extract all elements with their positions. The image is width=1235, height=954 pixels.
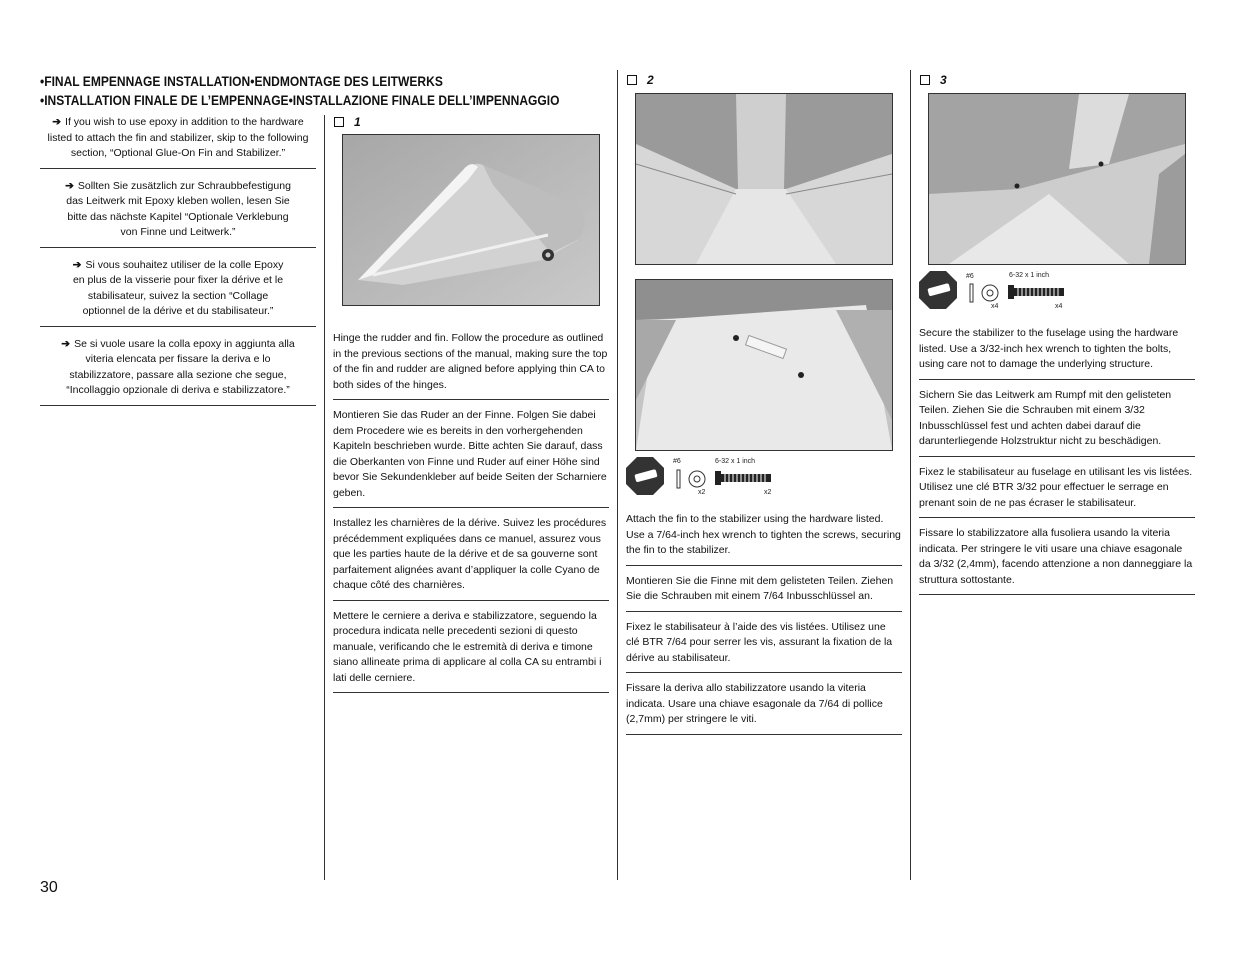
- page-number: 30: [40, 879, 58, 896]
- washer-side-icon: [675, 469, 683, 489]
- step-3-header: [920, 73, 947, 87]
- step-2-text: [626, 512, 902, 743]
- step-1-paragraph-en: Hinge the rudder and fin. Follow the procedure as outlined in the previous sections of the manual, making sure the top of the fin and rudder are aligned before applying thin CA to both sides of the hinges.: [333, 331, 609, 400]
- step-1-paragraph-de: Montieren Sie das Ruder an der Finne. Folgen Sie dabei dem Procedere wie es bereits in den vorhergehenden Kapiteln beschrieben wurde. Bitte achten Sie darauf, dass die Oberkanten von Finne und Ruder auf einer Höhe sind bevor Sie Sekundenkleber auf beide Seiten der Scharniere geben.: [333, 408, 609, 508]
- step-number: 2: [647, 73, 654, 87]
- note-italian: [40, 334, 316, 406]
- arrow-right-icon: ➔: [65, 179, 74, 192]
- step-2-photo-top: [635, 93, 893, 265]
- heading-line-1: •FINAL EMPENNAGE INSTALLATION•ENDMONTAGE DES LEITWERKS: [40, 73, 443, 89]
- screw-icon: [715, 470, 773, 486]
- hex-wrench-icon: [625, 456, 665, 496]
- arrow-right-icon: ➔: [72, 258, 82, 271]
- checkbox-icon: [334, 117, 344, 127]
- washer-label: #6: [673, 458, 681, 465]
- column-divider: [910, 70, 911, 880]
- step-3-photo: [928, 93, 1186, 265]
- step-2-paragraph-it: Fissare la deriva allo stabilizzatore usando la viteria indicata. Usare una chiave esagonale da 7/64 di pollice (2,7mm) per stringere le viti.: [626, 681, 902, 735]
- step-number: 3: [940, 73, 947, 87]
- hex-wrench-icon: [918, 270, 958, 310]
- step-3-paragraph-en: Secure the stabilizer to the fuselage using the hardware listed. Use a 3/32-inch hex wrench to tighten the bolts, using care not to damage the underlying structure.: [919, 326, 1195, 380]
- step-2-hardware: [625, 456, 805, 498]
- note-text: Si vous souhaitez utiliser de la colle Epoxy en plus de la visserie pour fixer la dérive et le stabilisateur, suivez la section “Collage optionnel de la dérive et du stabilisateur.”: [72, 258, 284, 317]
- note-french: [40, 255, 316, 327]
- arrow-right-icon: ➔: [52, 116, 62, 128]
- step-1-text: [333, 331, 609, 701]
- heading-line-2: •INSTALLATION FINALE DE L’EMPENNAGE•INSTALLAZIONE FINALE DELL’IMPENNAGGIO: [40, 92, 560, 108]
- step-2-paragraph-fr: Fixez le stabilisateur à l’aide des vis listées. Utilisez une clé BTR 7/64 pour serrer les vis, assurant la fixation de la dérive au stabilisateur.: [626, 620, 902, 674]
- step-3-paragraph-de: Sichern Sie das Leitwerk am Rumpf mit den gelisteten Teilen. Ziehen Sie die Schrauben mit einem 3/32 Inbusschlüssel fest und achten dabei darauf die darunterliegende Holzstruktur nicht zu beschädigen.: [919, 388, 1195, 457]
- section-heading: [40, 72, 560, 110]
- step-1-header: [334, 115, 361, 129]
- step-3-paragraph-it: Fissare lo stabilizzatore alla fusoliera usando la viteria indicata. Per stringere le viti usare una chiave esagonale da 3/32 (2,4mm), facendo attenzione a non danneggiare la struttura sottostante.: [919, 526, 1195, 595]
- note-english: [40, 112, 316, 169]
- screw-label: 6-32 x 1 inch: [715, 458, 756, 465]
- step-3-hardware: [918, 270, 1098, 312]
- note-text: Se si vuole usare la colla epoxy in aggiunta alla viteria elencata per fissare la deriva e lo stabilizzatore, passare alla sezione che segue, “Incollaggio opzionale di deriva e stabilizzatore.”: [66, 337, 295, 396]
- washer-quantity: x4: [991, 303, 999, 310]
- screw-quantity: x2: [764, 489, 772, 496]
- arrow-right-icon: ➔: [61, 337, 71, 350]
- notes-column: [40, 112, 316, 413]
- washer-icon: [687, 469, 707, 489]
- screw-quantity: x4: [1055, 303, 1063, 310]
- step-1-paragraph-fr: Installez les charnières de la dérive. Suivez les procédures précédemment expliquées dans ce manuel, assurez vous que les parties haute de la dérive et de sa gouverne sont parfaitement alignées avant d’appliquer la colle Cyano de chaque côté des charnières.: [333, 516, 609, 601]
- washer-quantity: x2: [698, 489, 706, 496]
- screw-icon: [1008, 284, 1066, 300]
- note-text: Sollten Sie zusätzlich zur Schraubbefestigung das Leitwerk mit Epoxy kleben wollen, lesen Sie bitte das nächste Kapitel “Optionale Verklebung von Finne und Leitwerk.”: [66, 179, 291, 238]
- step-number: 1: [354, 115, 361, 129]
- column-divider: [617, 70, 618, 880]
- step-3-paragraph-fr: Fixez le stabilisateur au fuselage en utilisant les vis listées. Utilisez une clé BTR 3/32 pour effectuer le serrage en prenant soin de ne pas écraser le stabilisateur.: [919, 465, 1195, 519]
- step-3-text: [919, 326, 1195, 603]
- screw-label: 6-32 x 1 inch: [1009, 272, 1050, 279]
- step-1-paragraph-it: Mettere le cerniere a deriva e stabilizzatore, seguendo la procedura indicata nelle precedenti sezioni di questo manuale, verificando che le estremità di deriva e timone siano allineate prima di applicare al colla CA su entrambi i lati delle cerniere.: [333, 609, 609, 694]
- note-text: If you wish to use epoxy in addition to the hardware listed to attach the fin and stabilizer, skip to the following section, “Optional Glue-On Fin and Stabilizer.”: [47, 116, 309, 159]
- step-2-paragraph-de: Montieren Sie die Finne mit dem gelisteten Teilen. Ziehen Sie die Schrauben mit einem 7/64 Inbusschlüssel an.: [626, 574, 902, 612]
- note-german: [40, 176, 316, 248]
- step-2-header: [627, 73, 654, 87]
- checkbox-icon: [627, 75, 637, 85]
- washer-label: #6: [966, 273, 974, 280]
- washer-side-icon: [968, 283, 976, 303]
- column-divider: [324, 115, 325, 880]
- step-2-paragraph-en: Attach the fin to the stabilizer using the hardware listed. Use a 7/64-inch hex wrench to tighten the screws, securing the fin to the stabilizer.: [626, 512, 902, 566]
- washer-icon: [980, 283, 1000, 303]
- step-1-photo: [342, 134, 600, 306]
- checkbox-icon: [920, 75, 930, 85]
- step-2-photo-bottom: [635, 279, 893, 451]
